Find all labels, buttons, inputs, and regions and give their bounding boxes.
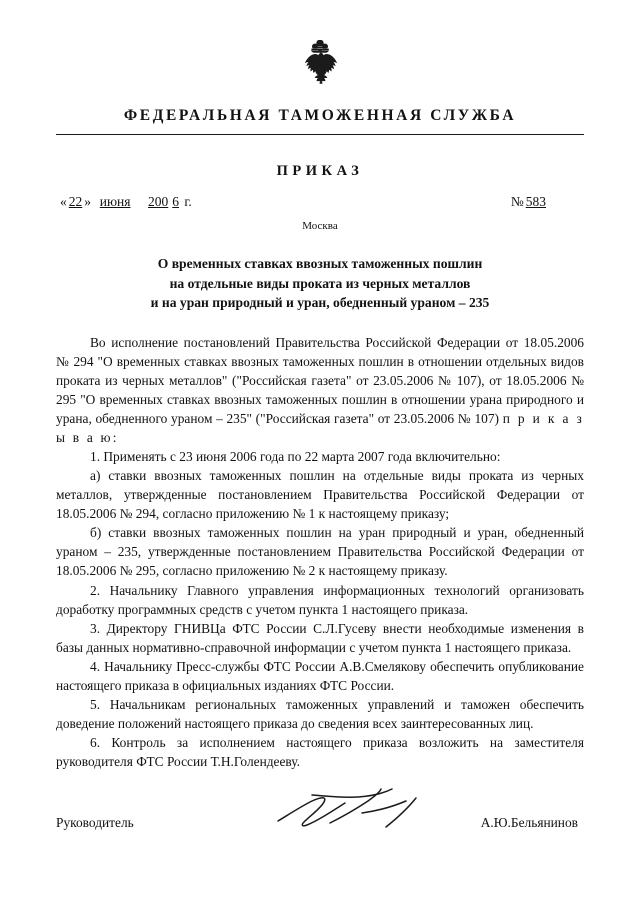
organization-title: ФЕДЕРАЛЬНАЯ ТАМОЖЕННАЯ СЛУЖБА — [123, 107, 517, 124]
body-item-4: 4. Начальнику Пресс-службы ФТС России А.В.Смелякову обеспечить опубликование настоящего приказа в официальных изданиях ФТС России. — [56, 658, 584, 693]
signature-block — [56, 801, 584, 841]
document-date — [60, 194, 192, 210]
subject-line-1: О временных ставках ввозных таможенных пошлин — [157, 256, 483, 271]
signature-role: Руководитель — [56, 814, 134, 830]
date-quote-close: » — [84, 194, 91, 209]
date-month: июня — [99, 194, 131, 209]
russian-coat-of-arms-icon — [297, 40, 343, 92]
handwritten-signature-icon — [266, 783, 456, 839]
date-year-digit: 6 — [172, 194, 179, 209]
number-value: 583 — [525, 194, 546, 209]
emblem-container — [56, 40, 584, 97]
subject-line-3: и на уран природный и уран, обедненный ураном – 235 — [150, 295, 490, 311]
preamble-order-word: п р и к а з ы в а ю: — [56, 411, 584, 446]
subject-line-2: на отдельные виды проката из черных металлов — [169, 275, 471, 291]
document-type: ПРИКАЗ — [276, 163, 364, 179]
date-year-prefix: 200 — [148, 194, 169, 209]
body-item-3: 3. Директору ГНИВЦа ФТС России С.Л.Гусеву внести необходимые изменения в базы данных нормативно-справочной информации с учетом пункта 1 настоящего приказа. — [56, 620, 584, 655]
body-item-5: 5. Начальникам региональных таможенных управлений и таможен обеспечить доведение положений настоящего приказа до сведения всех заинтересованных лиц. — [56, 696, 584, 731]
document-meta-row — [56, 194, 584, 214]
document-body — [56, 333, 584, 771]
document-subject — [56, 254, 584, 313]
body-item-1: 1. Применять с 23 июня 2006 года по 22 марта 2007 года включительно: — [90, 449, 501, 465]
body-preamble — [56, 333, 584, 447]
header-divider — [56, 134, 584, 135]
date-day: 22 — [68, 194, 83, 209]
date-quote-open: « — [60, 194, 67, 209]
preamble-text: Во исполнение постановлений Правительства Российской Федерации от 18.05.2006 № 294 "О временных ставках ввозных таможенных пошлин в отношении отдельных видов проката из черных металлов" ("Российская газета" от 23.05.2006 № 107), от 18.05.2006 № 295 "О временных ставках ввозных таможенных пошлин в отношении урана природного и урана, обедненного ураном – 235" ("Российская газета" от 23.05.2006 № 107) — [56, 335, 584, 427]
date-year-suffix: г. — [181, 194, 192, 209]
document-city: Москва — [302, 220, 338, 232]
body-item-1a: а) ставки ввозных таможенных пошлин на отдельные виды проката из черных металлов, утвержденные постановлением Правительства Российской Федерации от 18.05.2006 № 294, согласно приложению № 1 к настоящему приказу; — [56, 468, 584, 522]
body-item-2: 2. Начальнику Главного управления информационных технологий организовать доработку программных средств с учетом пункта 1 настоящего приказа. — [56, 582, 584, 617]
signature-name: А.Ю.Бельянинов — [480, 814, 578, 830]
body-item-1b: б) ставки ввозных таможенных пошлин на уран природный и уран, обедненный ураном – 235, утвержденные постановлением Правительства Российской Федерации от 18.05.2006 № 295, согласно приложению № 2 к настоящему приказу. — [56, 525, 584, 579]
document-number — [511, 194, 580, 210]
number-label: № — [510, 194, 524, 209]
body-item-6: 6. Контроль за исполнением настоящего приказа возложить на заместителя руководителя ФТС России Т.Н.Голендееву. — [56, 734, 584, 769]
